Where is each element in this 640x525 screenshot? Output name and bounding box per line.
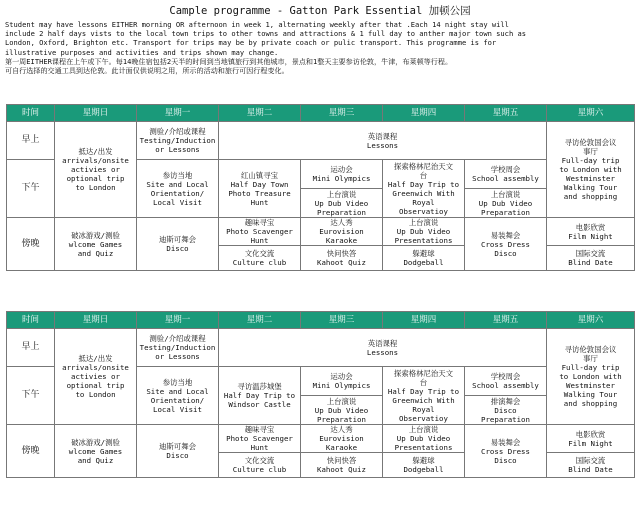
cell-text: 事厅 [583, 147, 598, 156]
cell-text: Kahoot Quiz [317, 258, 366, 267]
cell-text: and Quiz [77, 248, 114, 258]
cell-text: Blind Date [568, 258, 613, 267]
slot-evening: 傍晚 [7, 218, 55, 271]
cell-text: 上台演说 [408, 425, 439, 434]
activity-cell [547, 122, 635, 218]
cell-text: optional trip [66, 381, 125, 390]
cell-text: Orientation/ [150, 395, 205, 405]
cell-text: 趣味寻宝 [244, 425, 275, 434]
cell-text: Cross Dress [481, 239, 530, 249]
cell-text: 参访当地 [162, 170, 193, 180]
cell-text: 快问快答 [326, 249, 357, 258]
activity-cell [547, 329, 635, 425]
cell-text: arrivals/onsite [62, 363, 129, 372]
activity-cell [55, 122, 137, 218]
intro-line: illustrative purposes and activities and trips shown may change. [5, 47, 279, 57]
intro-line: 第一周EITHER课程在上午或下午。每14晚住宿包括2天半的时间到当地镇旅行到其他城市，景点和1整天主要参访伦敦，牛津，布莱顿等行程。 [5, 56, 453, 66]
activity-cell [383, 218, 465, 246]
header-time: 时间 [7, 105, 55, 122]
cell-text: Disco [494, 248, 517, 258]
cell-text: Testing/Induction [139, 136, 216, 145]
cell-text: and shopping [563, 192, 618, 201]
cell-text: 破冰游戏/测验 [71, 437, 120, 447]
schedule-table-week1 [6, 104, 635, 271]
cell-text: 抵达/出发 [78, 354, 113, 363]
activity-cell [301, 246, 383, 271]
cell-text: 寻访温莎城堡 [237, 382, 282, 391]
cell-text: and Quiz [77, 455, 114, 465]
cell-text: Hunt [250, 236, 269, 245]
header-day: 星期五 [465, 105, 547, 122]
activity-cell [301, 160, 383, 189]
cell-text: Disco [494, 405, 517, 415]
cell-text: Observatioy [399, 206, 448, 216]
cell-text: Walking Tour [563, 390, 618, 399]
cell-text: 国际交流 [575, 456, 606, 465]
cell-text: wlcome Games [68, 239, 123, 249]
slot-morning: 早上 [7, 329, 55, 367]
cell-text: 破冰游戏/测验 [71, 230, 120, 240]
cell-text: activies or [71, 372, 120, 381]
cell-text: Testing/Induction [139, 343, 216, 352]
cell-text: 上台演说 [326, 396, 357, 406]
cell-text: Half Day Trip to [387, 386, 460, 396]
cell-text: Greenwich With [392, 188, 455, 198]
page-title: Cample programme - Gatton Park Essential 加顿公园 [169, 5, 471, 17]
intro-line: London, Oxford, Brighton etc. Transport for trips may be by private coach or pulic transport. This programme is for [5, 38, 497, 48]
cell-text: 英语课程 [367, 131, 398, 141]
cell-text: Dodgeball [403, 258, 444, 267]
cell-text: 探索格林尼治天文 [393, 161, 454, 171]
cell-text: Karaoke [325, 236, 358, 245]
header-day: 星期日 [55, 105, 137, 122]
activity-cell [219, 367, 301, 425]
activity-cell [383, 160, 465, 218]
cell-text: 抵达/出发 [78, 147, 113, 156]
cell-text: 红山镇寻宝 [241, 170, 278, 180]
activity-cell [137, 367, 219, 425]
cell-text: 台 [419, 377, 428, 387]
cell-text: 达人秀 [330, 425, 353, 434]
cell-text: 电影欣赏 [575, 429, 606, 439]
activity-cell [383, 246, 465, 271]
cell-text: Dodgeball [403, 465, 444, 474]
cell-text: Preparation [481, 207, 530, 217]
cell-text: 文化交流 [244, 456, 275, 465]
cell-text: Culture club [232, 258, 287, 267]
cell-text: Full-day trip [561, 156, 620, 165]
cell-text: Hunt [250, 443, 269, 452]
cell-text: Preparation [317, 414, 366, 424]
cell-text: Half Day Trip to [387, 179, 460, 189]
cell-text: Local Visit [153, 197, 202, 207]
cell-text: Presentations [394, 236, 453, 245]
intro-line: Student may have lessons EITHER morning OR afternoon in week 1, alternating weekly after that .Each 14 night stay will [5, 20, 509, 29]
cell-text: Greenwich With [392, 395, 455, 405]
cell-text: Preparation [317, 207, 366, 217]
cell-text: 快问快答 [326, 456, 357, 465]
activity-cell [219, 218, 301, 246]
cell-text: Preparation [481, 414, 530, 424]
cell-text: Observatioy [399, 413, 448, 423]
activity-cell [547, 218, 635, 246]
cell-text: Culture club [232, 465, 287, 474]
cell-text: School assembly [472, 381, 539, 390]
activity-cell [547, 425, 635, 453]
cell-text: Hunt [250, 197, 269, 207]
cell-text: 躲避球 [412, 456, 435, 465]
cell-text: and shopping [563, 399, 618, 408]
cell-text: Film Night [568, 438, 613, 448]
cell-text: to London [75, 390, 116, 399]
cell-text: 学校周会 [490, 165, 521, 174]
cell-text: Full-day trip [561, 363, 620, 372]
cell-text: Eurovision [319, 434, 364, 443]
cell-text: to London [75, 183, 116, 192]
cell-text: or Lessons [155, 352, 200, 361]
cell-text: 探索格林尼治天文 [393, 368, 454, 378]
header-day: 星期日 [55, 312, 137, 329]
activity-cell [55, 329, 137, 425]
activity-cell [465, 189, 547, 218]
header-day: 星期二 [219, 312, 301, 329]
activity-cell [219, 160, 301, 218]
schedule-table-week2 [6, 311, 635, 478]
activity-cell [301, 453, 383, 478]
activity-cell [383, 425, 465, 453]
cell-text: 测验/介绍或课程 [149, 127, 206, 136]
cell-text: 易装舞会 [490, 230, 521, 240]
cell-text: Royal [412, 404, 435, 414]
activity-cell [219, 453, 301, 478]
activity-cell [219, 425, 301, 453]
header-day: 星期三 [301, 312, 383, 329]
cell-text: 参访当地 [162, 377, 193, 387]
activity-cell [301, 396, 383, 425]
cell-text: Up Dub Video [478, 198, 533, 208]
cell-text: 迪斯可舞会 [159, 442, 196, 451]
header-day: 星期三 [301, 105, 383, 122]
activity-cell [465, 160, 547, 189]
cell-text: Mini Olympics [312, 174, 371, 183]
cell-text: 台 [419, 170, 428, 180]
cell-text: Orientation/ [150, 188, 205, 198]
cell-text: to London with [559, 165, 622, 174]
header-day: 星期四 [383, 312, 465, 329]
cell-text: Royal [412, 197, 435, 207]
cell-text: 排演舞会 [490, 396, 521, 406]
cell-text: 上台演说 [408, 218, 439, 227]
activity-cell [137, 218, 219, 271]
activity-cell [301, 218, 383, 246]
slot-morning: 早上 [7, 122, 55, 160]
cell-text: 上台演说 [490, 189, 521, 199]
header-day: 星期一 [137, 312, 219, 329]
header-day: 星期一 [137, 105, 219, 122]
cell-text: Lessons [366, 347, 399, 357]
cell-text: Eurovision [319, 227, 364, 236]
activity-cell [383, 453, 465, 478]
cell-text: 易装舞会 [490, 437, 521, 447]
intro-line: 可自行选择的交通工具到达伦敦。此计面仅供说明之用，所示的活动和旅行可因行程变化。 [5, 66, 289, 76]
activity-cell [137, 329, 219, 367]
activity-cell [137, 425, 219, 478]
cell-text: wlcome Games [68, 446, 123, 456]
slot-afternoon: 下午 [7, 160, 55, 218]
cell-text: Windsor Castle [228, 400, 291, 409]
cell-text: Half Day Trip to [223, 391, 296, 400]
cell-text: activies or [71, 165, 120, 174]
cell-text: Up Dub Video [314, 198, 369, 208]
cell-text: to London with [559, 372, 622, 381]
cell-text: 运动会 [330, 165, 353, 174]
cell-text: Photo Scavenger [226, 227, 293, 236]
cell-text: Westminster [566, 174, 615, 183]
cell-text: Up Dub Video [314, 405, 369, 415]
header-day: 星期六 [547, 105, 635, 122]
cell-text: 文化交流 [244, 249, 275, 258]
activity-cell [301, 367, 383, 396]
header-day: 星期五 [465, 312, 547, 329]
activity-cell [465, 367, 547, 396]
activity-cell [465, 425, 547, 478]
header-day: 星期二 [219, 105, 301, 122]
cell-text: optional trip [66, 174, 125, 183]
cell-text: Cross Dress [481, 446, 530, 456]
cell-text: 电影欣赏 [575, 222, 606, 232]
cell-text: 学校周会 [490, 372, 521, 381]
cell-text: Mini Olympics [312, 381, 371, 390]
cell-text: 迪斯可舞会 [159, 235, 196, 244]
cell-text: 测验/介绍或课程 [149, 334, 206, 343]
cell-text: Photo Scavenger [226, 434, 293, 443]
cell-text: Site and Local [146, 386, 209, 396]
header-day: 星期六 [547, 312, 635, 329]
slot-afternoon: 下午 [7, 367, 55, 425]
cell-text: 事厅 [583, 354, 598, 363]
cell-text: Site and Local [146, 179, 209, 189]
cell-text: 英语课程 [367, 338, 398, 348]
activity-cell [465, 396, 547, 425]
cell-text: Disco [166, 244, 189, 253]
cell-text: 寻访伦敦国会议 [564, 138, 617, 147]
cell-text: 趣味寻宝 [244, 218, 275, 227]
activity-cell [55, 425, 137, 478]
intro-text [5, 20, 635, 75]
cell-text: arrivals/onsite [62, 156, 129, 165]
intro-line: include 2 half days vists to the local town trips to other towns and attractions & 1 full day to anther major town such as [5, 29, 527, 39]
slot-evening: 傍晚 [7, 425, 55, 478]
cell-text: Westminster [566, 381, 615, 390]
cell-text: Half Day Town [230, 179, 289, 189]
activity-cell [465, 218, 547, 271]
cell-text: Disco [494, 455, 517, 465]
activity-cell [137, 122, 219, 160]
cell-text: Walking Tour [563, 183, 618, 192]
cell-text: Up Dub Video [396, 434, 451, 443]
cell-text: Up Dub Video [396, 227, 451, 236]
cell-text: Local Visit [153, 404, 202, 414]
activity-cell [383, 367, 465, 425]
cell-text: Karaoke [325, 443, 358, 452]
cell-text: 躲避球 [412, 249, 435, 258]
lessons-cell [219, 122, 547, 160]
cell-text: 国际交流 [575, 249, 606, 258]
activity-cell [547, 246, 635, 271]
cell-text: Kahoot Quiz [317, 465, 366, 474]
cell-text: Photo Treasure [228, 188, 291, 198]
cell-text: Blind Date [568, 465, 613, 474]
cell-text: 寻访伦敦国会议 [564, 345, 617, 354]
cell-text: Presentations [394, 443, 453, 452]
cell-text: or Lessons [155, 145, 200, 154]
activity-cell [547, 453, 635, 478]
header-time: 时间 [7, 312, 55, 329]
cell-text: 运动会 [330, 372, 353, 381]
cell-text: Lessons [366, 140, 399, 150]
activity-cell [137, 160, 219, 218]
cell-text: 上台演说 [326, 189, 357, 199]
activity-cell [301, 189, 383, 218]
cell-text: Film Night [568, 231, 613, 241]
activity-cell [55, 218, 137, 271]
header-day: 星期四 [383, 105, 465, 122]
lessons-cell [219, 329, 547, 367]
activity-cell [301, 425, 383, 453]
cell-text: Disco [166, 451, 189, 460]
cell-text: 达人秀 [330, 218, 353, 227]
cell-text: School assembly [472, 174, 539, 183]
activity-cell [219, 246, 301, 271]
